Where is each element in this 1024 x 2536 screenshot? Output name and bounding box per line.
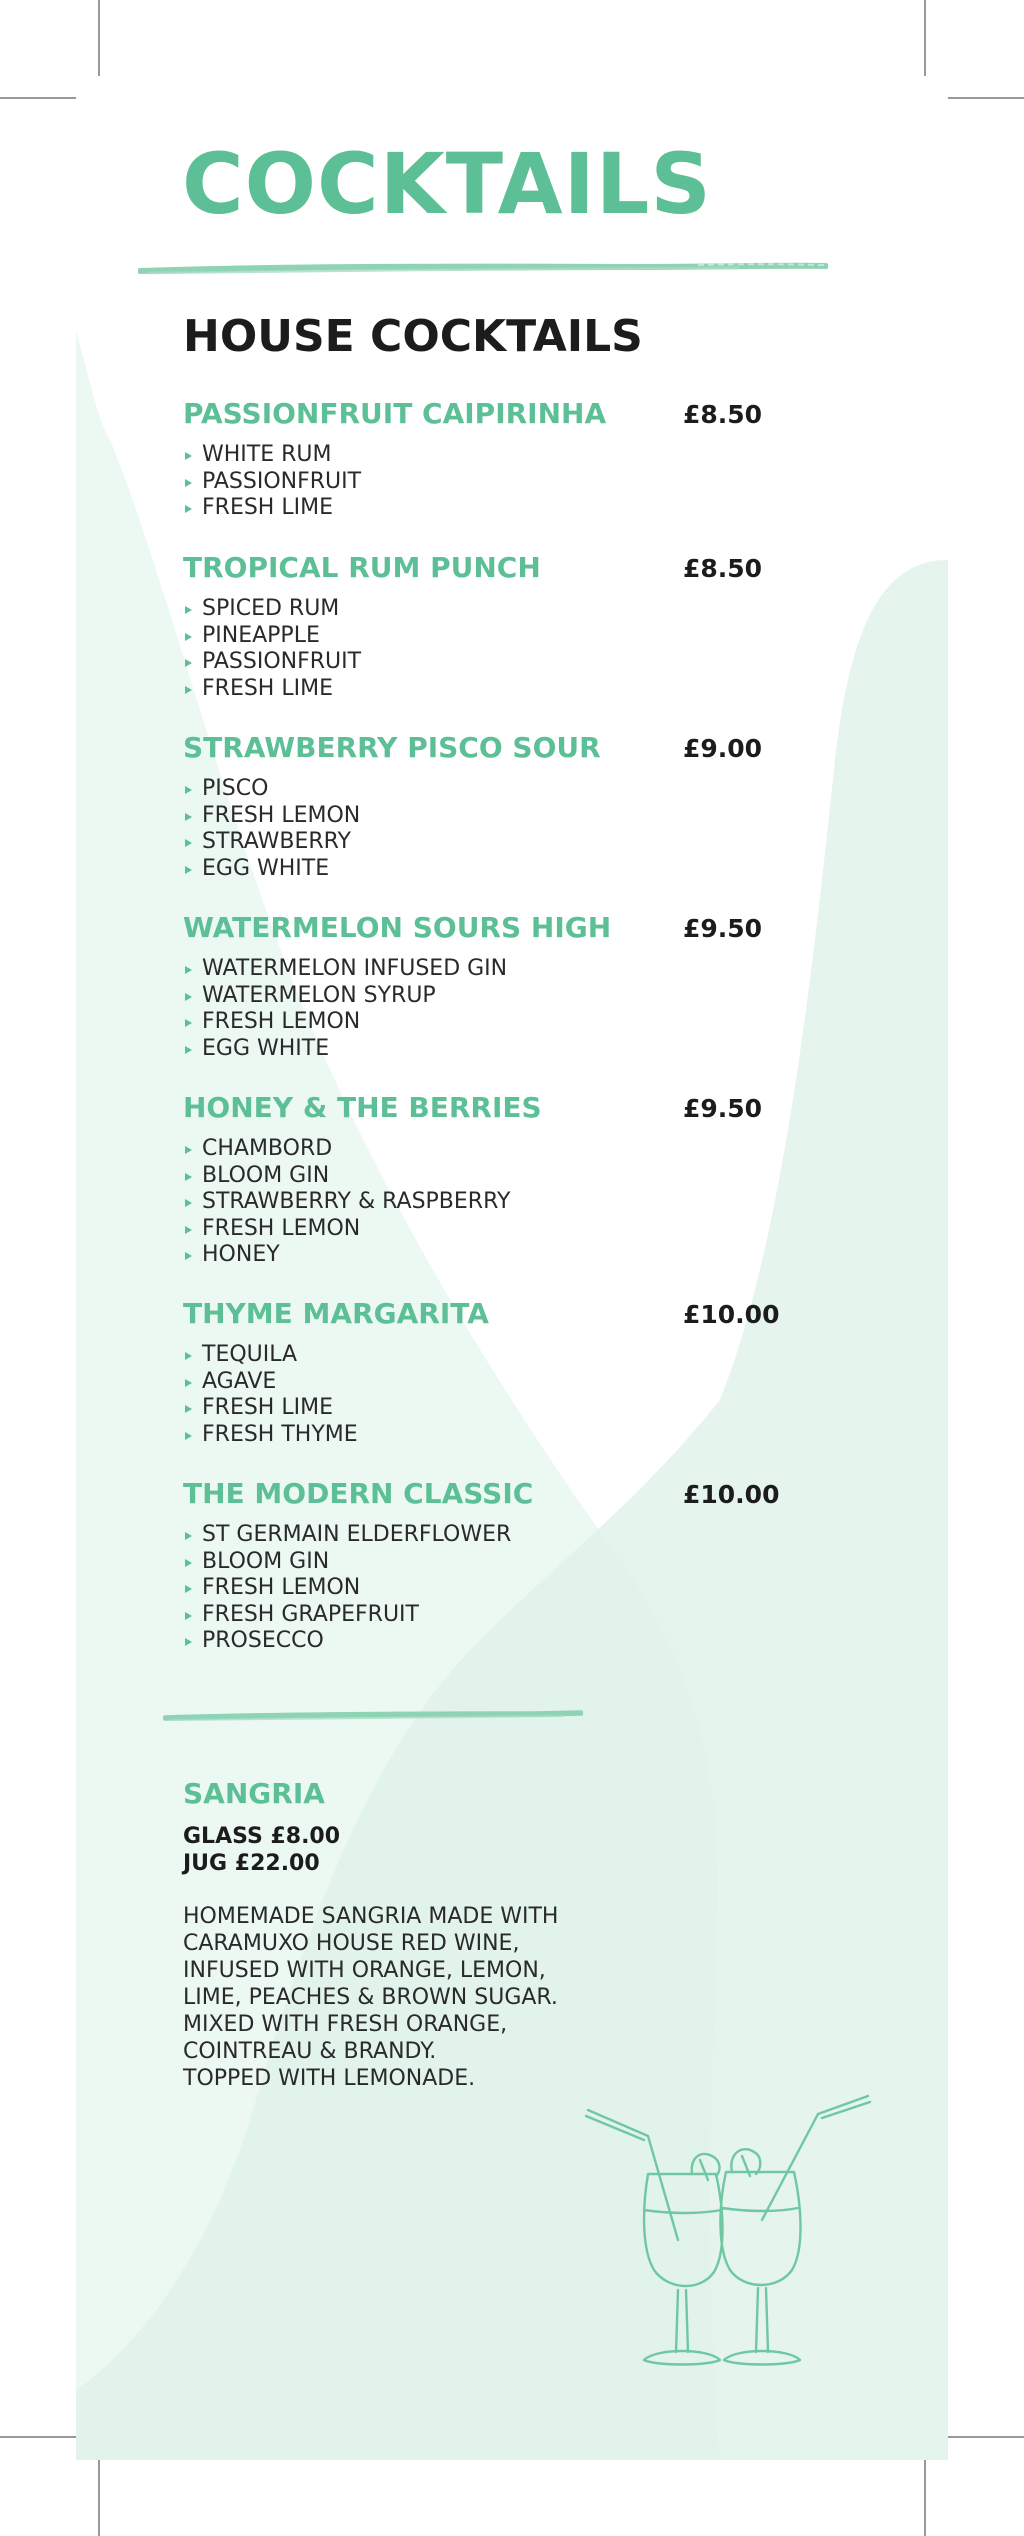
sangria-description-line: TOPPED WITH LEMONADE. (183, 2066, 476, 2091)
cocktail-name: PASSIONFRUIT CAIPIRINHA (183, 397, 607, 430)
ingredient: FRESH LIME (183, 1395, 783, 1422)
ingredient: STRAWBERRY (183, 829, 783, 856)
cocktail-price: £9.50 (683, 914, 763, 943)
cocktail-price: £9.00 (683, 734, 763, 763)
ingredient: BLOOM GIN (183, 1163, 783, 1190)
cocktail-name: THE MODERN CLASSIC (183, 1477, 534, 1510)
ingredient: PISCO (183, 776, 783, 803)
sangria-description-line: COINTREAU & BRANDY. (183, 2039, 437, 2064)
sangria-glass-price: GLASS £8.00 (183, 1824, 341, 1849)
ingredient: PASSIONFRUIT (183, 649, 783, 676)
ingredient-list (183, 956, 783, 1062)
cocktail-price: £8.50 (683, 554, 763, 583)
brush-stroke-divider-middle (163, 1710, 583, 1724)
cocktail-name: HONEY & THE BERRIES (183, 1091, 542, 1124)
ingredient: STRAWBERRY & RASPBERRY (183, 1189, 783, 1216)
cocktail-name: TROPICAL RUM PUNCH (183, 551, 541, 584)
ingredient: FRESH LEMON (183, 803, 783, 830)
ingredient: EGG WHITE (183, 1036, 783, 1063)
cocktail-item (183, 551, 783, 702)
ingredient: SPICED RUM (183, 596, 783, 623)
cocktail-name: WATERMELON SOURS HIGH (183, 911, 612, 944)
ingredient: EGG WHITE (183, 856, 783, 883)
ingredient: FRESH THYME (183, 1422, 783, 1449)
sangria-description-line: LIME, PEACHES & BROWN SUGAR. (183, 1985, 558, 2010)
ingredient: FRESH LIME (183, 495, 783, 522)
ingredient-list (183, 442, 783, 522)
cocktail-price: £8.50 (683, 400, 763, 429)
cocktail-glasses-illustration (582, 2090, 882, 2380)
ingredient: TEQUILA (183, 1342, 783, 1369)
ingredient: PROSECCO (183, 1628, 783, 1655)
cocktail-price: £10.00 (683, 1300, 780, 1329)
cocktail-name: STRAWBERRY PISCO SOUR (183, 731, 601, 764)
ingredient-list (183, 1522, 783, 1655)
sangria-description-line: HOMEMADE SANGRIA MADE WITH (183, 1904, 559, 1929)
cocktail-item (183, 911, 783, 1062)
section-title: HOUSE COCKTAILS (183, 311, 643, 362)
cocktail-price: £9.50 (683, 1094, 763, 1123)
ingredient: FRESH LIME (183, 676, 783, 703)
ingredient: HONEY (183, 1242, 783, 1269)
ingredient: PASSIONFRUIT (183, 469, 783, 496)
cocktail-name: THYME MARGARITA (183, 1297, 489, 1330)
cocktail-price: £10.00 (683, 1480, 780, 1509)
cocktail-item (183, 731, 783, 882)
menu-title: COCKTAILS (182, 135, 712, 233)
ingredient: FRESH LEMON (183, 1009, 783, 1036)
ingredient-list (183, 1342, 783, 1448)
ingredient: CHAMBORD (183, 1136, 783, 1163)
ingredient: FRESH LEMON (183, 1216, 783, 1243)
ingredient-list (183, 596, 783, 702)
sangria-title: SANGRIA (183, 1777, 325, 1810)
ingredient: WATERMELON SYRUP (183, 983, 783, 1010)
ingredient: FRESH GRAPEFRUIT (183, 1602, 783, 1629)
ingredient: PINEAPPLE (183, 623, 783, 650)
sangria-jug-price: JUG £22.00 (183, 1851, 320, 1876)
sangria-description-line: MIXED WITH FRESH ORANGE, (183, 2012, 508, 2037)
cocktail-item (183, 397, 783, 522)
ingredient: ST GERMAIN ELDERFLOWER (183, 1522, 783, 1549)
ingredient: BLOOM GIN (183, 1549, 783, 1576)
cocktail-item (183, 1477, 783, 1655)
ingredient: FRESH LEMON (183, 1575, 783, 1602)
ingredient: WHITE RUM (183, 442, 783, 469)
ingredient-list (183, 776, 783, 882)
sangria-description-line: INFUSED WITH ORANGE, LEMON, (183, 1958, 546, 1983)
ingredient: WATERMELON INFUSED GIN (183, 956, 783, 983)
sangria-description-line: CARAMUXO HOUSE RED WINE, (183, 1931, 520, 1956)
brush-stroke-divider-top (138, 262, 828, 278)
ingredient-list (183, 1136, 783, 1269)
cocktail-item (183, 1091, 783, 1269)
cocktail-item (183, 1297, 783, 1448)
ingredient: AGAVE (183, 1369, 783, 1396)
